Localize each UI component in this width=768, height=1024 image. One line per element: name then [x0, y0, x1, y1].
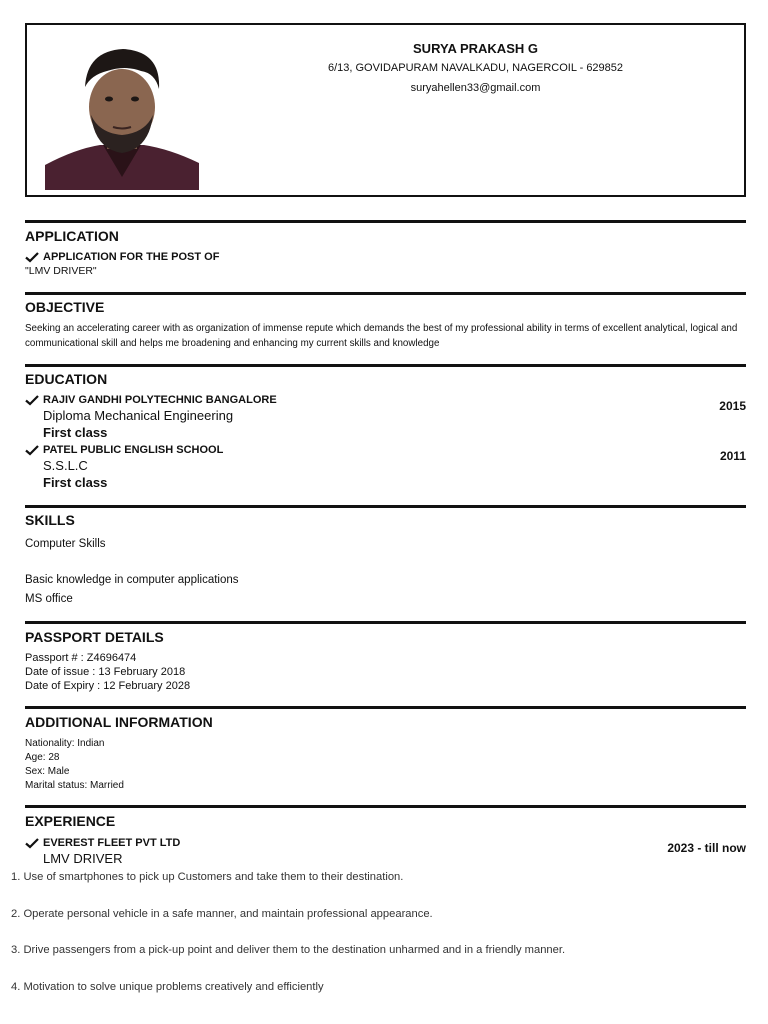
section-divider	[25, 706, 746, 709]
section-divider	[25, 292, 746, 295]
skills-title: SKILLS	[25, 512, 75, 528]
duty-item: 1. Use of smartphones to pick up Customers and take them to their destination.	[11, 871, 404, 883]
education-institution: RAJIV GANDHI POLYTECHNIC BANGALORE	[43, 394, 277, 406]
objective-text: Seeking an accelerating career with as organization of immense repute which demands the best of my professional ability in terms of excellent analytical, logical and communicational skill and helps me broadening and enhancing my current skills and knowledge	[25, 323, 738, 349]
profile-photo	[45, 37, 199, 190]
education-entry-1	[25, 394, 277, 406]
section-divider	[25, 805, 746, 808]
application-title: APPLICATION	[25, 228, 119, 244]
sex: Sex: Male	[25, 766, 70, 777]
check-icon	[25, 394, 39, 406]
marital-status: Marital status: Married	[25, 780, 124, 791]
additional-title: ADDITIONAL INFORMATION	[25, 714, 213, 730]
education-course: Diploma Mechanical Engineering	[43, 408, 234, 423]
education-course: S.S.L.C	[43, 458, 88, 473]
education-result: First class	[43, 425, 108, 440]
nationality: Nationality: Indian	[25, 738, 105, 749]
skill-item: Basic knowledge in computer applications	[25, 574, 239, 586]
experience-entry	[25, 837, 180, 849]
experience-company: EVEREST FLEET PVT LTD	[43, 837, 181, 849]
section-divider	[25, 220, 746, 223]
check-icon	[25, 444, 39, 456]
experience-role: LMV DRIVER	[43, 851, 123, 866]
education-entry-2	[25, 444, 223, 456]
check-icon	[25, 837, 39, 849]
section-divider	[25, 505, 746, 508]
age: Age: 28	[25, 752, 60, 763]
passport-issue-date: Date of issue : 13 February 2018	[25, 666, 186, 678]
passport-number: Passport # : Z4696474	[25, 652, 137, 664]
application-item	[25, 251, 219, 263]
candidate-address: 6/13, GOVIDAPURAM NAVALKADU, NAGERCOIL - 629852	[327, 62, 624, 74]
skill-item: Computer Skills	[25, 538, 106, 550]
education-title: EDUCATION	[25, 371, 108, 387]
candidate-email: suryahellen33@gmail.com	[410, 82, 541, 94]
check-icon	[25, 251, 39, 263]
experience-title: EXPERIENCE	[25, 813, 116, 829]
education-year: 2011	[719, 449, 746, 463]
skill-item: MS office	[25, 593, 73, 605]
duty-item: 4. Motivation to solve unique problems creatively and efficiently	[11, 981, 324, 993]
application-item-label: APPLICATION FOR THE POST OF	[43, 251, 220, 263]
section-divider	[25, 364, 746, 367]
section-divider	[25, 621, 746, 624]
education-institution: PATEL PUBLIC ENGLISH SCHOOL	[43, 444, 224, 456]
candidate-name: SURYA PRAKASH G	[413, 41, 538, 56]
education-result: First class	[43, 475, 108, 490]
passport-title: PASSPORT DETAILS	[25, 629, 164, 645]
duty-item: 2. Operate personal vehicle in a safe manner, and maintain professional appearance.	[11, 908, 433, 920]
duty-item: 3. Drive passengers from a pick-up point and deliver them to the destination unharmed and in a friendly manner.	[11, 944, 566, 956]
education-year: 2015	[719, 399, 746, 413]
application-post: "LMV DRIVER"	[25, 265, 97, 277]
objective-title: OBJECTIVE	[25, 299, 105, 315]
experience-period: 2023 - till now	[667, 841, 746, 855]
header-box	[25, 23, 746, 197]
passport-expiry-date: Date of Expiry : 12 February 2028	[25, 680, 191, 692]
